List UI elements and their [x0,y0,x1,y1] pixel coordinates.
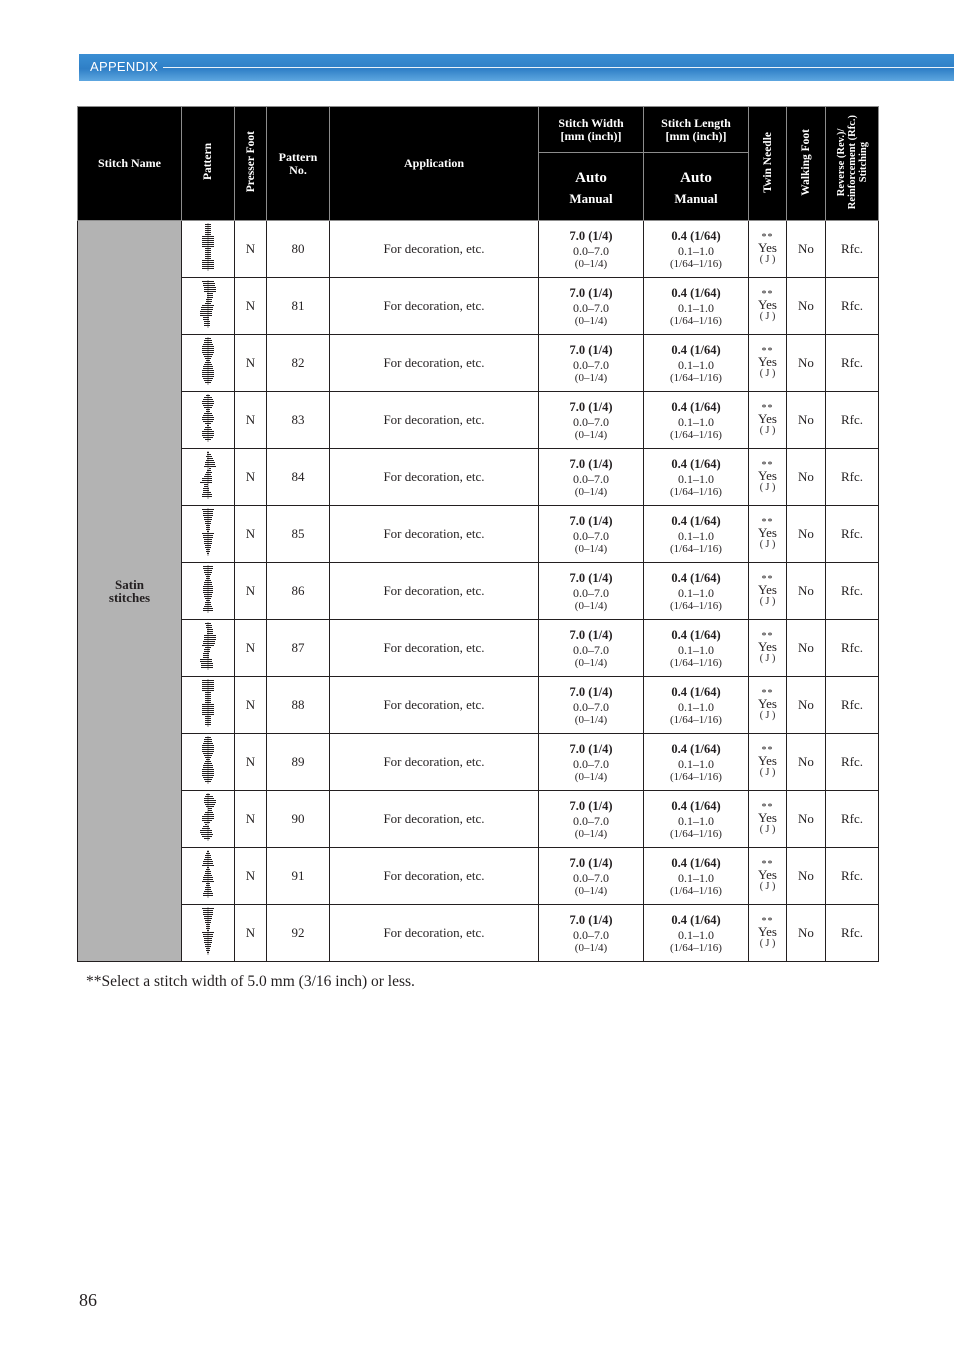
presser-foot-cell: N [235,734,267,791]
stitch-pattern-icon [200,850,216,898]
pattern-number-cell: 89 [267,734,330,791]
walking-foot-cell: No [787,335,826,392]
presser-foot-cell: N [235,506,267,563]
header-walking-foot: Walking Foot [787,107,826,221]
pattern-number-cell: 86 [267,563,330,620]
presser-foot-cell: N [235,221,267,278]
category-label: Satin stitches [78,221,182,962]
stitch-length-cell: 0.4 (1/64) 0.1–1.0 (1/64–1/16) [644,449,749,506]
walking-foot-cell: No [787,506,826,563]
reverse-reinforcement-cell: Rfc. [826,221,879,278]
reverse-reinforcement-cell: Rfc. [826,506,879,563]
stitch-length-cell: 0.4 (1/64) 0.1–1.0 (1/64–1/16) [644,278,749,335]
stitch-length-cell: 0.4 (1/64) 0.1–1.0 (1/64–1/16) [644,905,749,962]
stitch-length-cell: 0.4 (1/64) 0.1–1.0 (1/64–1/16) [644,506,749,563]
application-cell: For decoration, etc. [330,221,539,278]
reverse-reinforcement-cell: Rfc. [826,335,879,392]
pattern-number-cell: 81 [267,278,330,335]
pattern-cell [182,734,235,791]
stitch-width-cell: 7.0 (1/4) 0.0–7.0 (0–1/4) [539,677,644,734]
twin-needle-cell: ** Yes ( J ) [749,221,787,278]
stitch-settings-table [77,106,879,962]
twin-needle-cell: ** Yes ( J ) [749,734,787,791]
pattern-cell [182,392,235,449]
pattern-cell [182,563,235,620]
presser-foot-cell: N [235,677,267,734]
section-banner [79,54,954,81]
pattern-cell [182,905,235,962]
stitch-pattern-icon [200,907,216,955]
pattern-number-cell: 87 [267,620,330,677]
footnote: **Select a stitch width of 5.0 mm (3/16 inch) or less. [86,973,415,990]
reverse-reinforcement-cell: Rfc. [826,905,879,962]
pattern-cell [182,449,235,506]
presser-foot-cell: N [235,848,267,905]
stitch-length-cell: 0.4 (1/64) 0.1–1.0 (1/64–1/16) [644,392,749,449]
header-application: Application [330,107,539,221]
application-cell: For decoration, etc. [330,734,539,791]
application-cell: For decoration, etc. [330,506,539,563]
stitch-pattern-icon [200,280,216,328]
reverse-reinforcement-cell: Rfc. [826,392,879,449]
presser-foot-cell: N [235,905,267,962]
pattern-cell [182,848,235,905]
reverse-reinforcement-cell: Rfc. [826,677,879,734]
header-presser-foot: Presser Foot [235,107,267,221]
walking-foot-cell: No [787,620,826,677]
presser-foot-cell: N [235,449,267,506]
twin-needle-cell: ** Yes ( J ) [749,905,787,962]
stitch-pattern-icon [200,223,216,271]
table-row [78,620,879,677]
header-twin-needle: Twin Needle [749,107,787,221]
walking-foot-cell: No [787,221,826,278]
walking-foot-cell: No [787,563,826,620]
walking-foot-cell: No [787,905,826,962]
stitch-width-cell: 7.0 (1/4) 0.0–7.0 (0–1/4) [539,620,644,677]
application-cell: For decoration, etc. [330,449,539,506]
stitch-pattern-icon [200,736,216,784]
application-cell: For decoration, etc. [330,848,539,905]
page-number: 86 [79,1290,97,1310]
stitch-width-cell: 7.0 (1/4) 0.0–7.0 (0–1/4) [539,278,644,335]
stitch-length-cell: 0.4 (1/64) 0.1–1.0 (1/64–1/16) [644,563,749,620]
pattern-cell [182,278,235,335]
table-row [78,278,879,335]
pattern-number-cell: 88 [267,677,330,734]
stitch-length-cell: 0.4 (1/64) 0.1–1.0 (1/64–1/16) [644,791,749,848]
stitch-pattern-icon [200,622,216,670]
pattern-cell [182,506,235,563]
stitch-length-cell: 0.4 (1/64) 0.1–1.0 (1/64–1/16) [644,677,749,734]
header-stitch-length: Stitch Length [mm (inch)] [644,107,749,153]
application-cell: For decoration, etc. [330,335,539,392]
stitch-length-cell: 0.4 (1/64) 0.1–1.0 (1/64–1/16) [644,221,749,278]
table-row [78,905,879,962]
header-width-auto-manual: Auto Manual [539,153,644,221]
stitch-length-cell: 0.4 (1/64) 0.1–1.0 (1/64–1/16) [644,335,749,392]
twin-needle-cell: ** Yes ( J ) [749,620,787,677]
walking-foot-cell: No [787,848,826,905]
pattern-number-cell: 85 [267,506,330,563]
table-row [78,791,879,848]
header-stitch-width: Stitch Width [mm (inch)] [539,107,644,153]
twin-needle-cell: ** Yes ( J ) [749,563,787,620]
application-cell: For decoration, etc. [330,392,539,449]
pattern-cell [182,221,235,278]
twin-needle-cell: ** Yes ( J ) [749,335,787,392]
stitch-pattern-icon [200,337,216,385]
presser-foot-cell: N [235,563,267,620]
stitch-width-cell: 7.0 (1/4) 0.0–7.0 (0–1/4) [539,905,644,962]
table-row [78,506,879,563]
stitch-pattern-icon [200,508,216,556]
walking-foot-cell: No [787,278,826,335]
pattern-number-cell: 90 [267,791,330,848]
reverse-reinforcement-cell: Rfc. [826,278,879,335]
pattern-cell [182,335,235,392]
table-row [78,335,879,392]
stitch-width-cell: 7.0 (1/4) 0.0–7.0 (0–1/4) [539,392,644,449]
application-cell: For decoration, etc. [330,563,539,620]
presser-foot-cell: N [235,278,267,335]
presser-foot-cell: N [235,791,267,848]
stitch-width-cell: 7.0 (1/4) 0.0–7.0 (0–1/4) [539,449,644,506]
pattern-number-cell: 83 [267,392,330,449]
twin-needle-cell: ** Yes ( J ) [749,677,787,734]
table-row [78,848,879,905]
pattern-number-cell: 80 [267,221,330,278]
stitch-width-cell: 7.0 (1/4) 0.0–7.0 (0–1/4) [539,335,644,392]
table-row [78,563,879,620]
reverse-reinforcement-cell: Rfc. [826,563,879,620]
stitch-width-cell: 7.0 (1/4) 0.0–7.0 (0–1/4) [539,221,644,278]
reverse-reinforcement-cell: Rfc. [826,449,879,506]
reverse-reinforcement-cell: Rfc. [826,620,879,677]
pattern-number-cell: 91 [267,848,330,905]
application-cell: For decoration, etc. [330,791,539,848]
header-reverse-reinforcement: Reverse (Rev.)/ Reinforcement (Rfc.) Stitching [826,107,879,221]
table-row [78,734,879,791]
stitch-pattern-icon [200,679,216,727]
application-cell: For decoration, etc. [330,905,539,962]
twin-needle-cell: ** Yes ( J ) [749,278,787,335]
banner-rule [163,67,954,68]
application-cell: For decoration, etc. [330,278,539,335]
stitch-width-cell: 7.0 (1/4) 0.0–7.0 (0–1/4) [539,506,644,563]
walking-foot-cell: No [787,392,826,449]
application-cell: For decoration, etc. [330,620,539,677]
stitch-width-cell: 7.0 (1/4) 0.0–7.0 (0–1/4) [539,563,644,620]
twin-needle-cell: ** Yes ( J ) [749,449,787,506]
reverse-reinforcement-cell: Rfc. [826,791,879,848]
stitch-pattern-icon [200,793,216,841]
walking-foot-cell: No [787,677,826,734]
pattern-number-cell: 82 [267,335,330,392]
header-pattern: Pattern [182,107,235,221]
walking-foot-cell: No [787,791,826,848]
presser-foot-cell: N [235,620,267,677]
table-row [78,221,879,278]
application-cell: For decoration, etc. [330,677,539,734]
table-row [78,392,879,449]
header-pattern-no: Pattern No. [267,107,330,221]
twin-needle-cell: ** Yes ( J ) [749,791,787,848]
stitch-pattern-icon [200,451,216,499]
walking-foot-cell: No [787,734,826,791]
pattern-cell [182,791,235,848]
stitch-pattern-icon [200,565,216,613]
presser-foot-cell: N [235,335,267,392]
reverse-reinforcement-cell: Rfc. [826,848,879,905]
table-row [78,449,879,506]
section-label: APPENDIX [90,59,159,74]
twin-needle-cell: ** Yes ( J ) [749,392,787,449]
walking-foot-cell: No [787,449,826,506]
header-length-auto-manual: Auto Manual [644,153,749,221]
stitch-pattern-icon [200,394,216,442]
twin-needle-cell: ** Yes ( J ) [749,848,787,905]
pattern-number-cell: 84 [267,449,330,506]
pattern-cell [182,677,235,734]
twin-needle-cell: ** Yes ( J ) [749,506,787,563]
stitch-width-cell: 7.0 (1/4) 0.0–7.0 (0–1/4) [539,734,644,791]
stitch-width-cell: 7.0 (1/4) 0.0–7.0 (0–1/4) [539,848,644,905]
header-stitch-name: Stitch Name [78,107,182,221]
stitch-length-cell: 0.4 (1/64) 0.1–1.0 (1/64–1/16) [644,620,749,677]
stitch-length-cell: 0.4 (1/64) 0.1–1.0 (1/64–1/16) [644,734,749,791]
pattern-number-cell: 92 [267,905,330,962]
table-row [78,677,879,734]
presser-foot-cell: N [235,392,267,449]
pattern-cell [182,620,235,677]
reverse-reinforcement-cell: Rfc. [826,734,879,791]
stitch-length-cell: 0.4 (1/64) 0.1–1.0 (1/64–1/16) [644,848,749,905]
stitch-width-cell: 7.0 (1/4) 0.0–7.0 (0–1/4) [539,791,644,848]
